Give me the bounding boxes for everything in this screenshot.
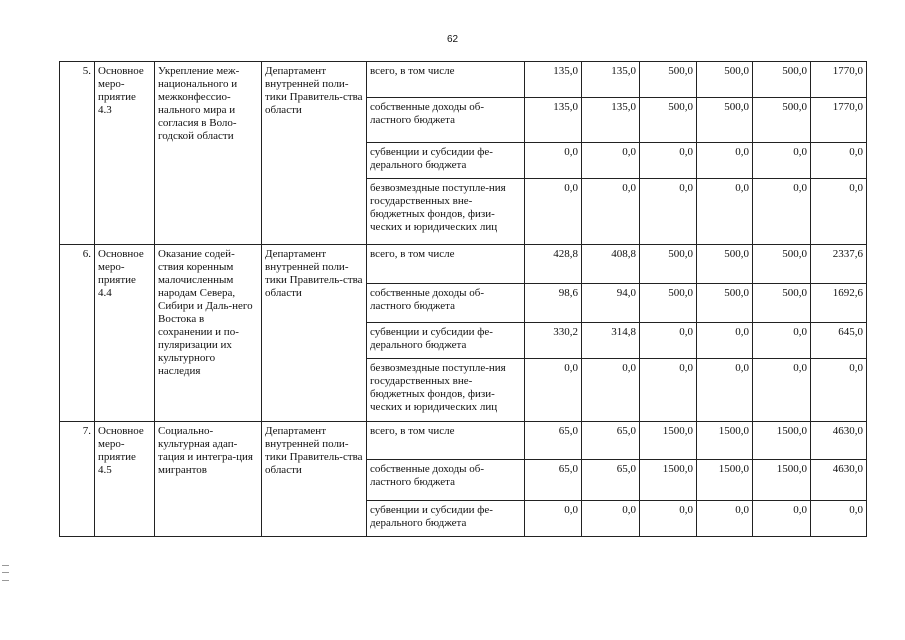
funding-value: 1500,0 [640,422,697,460]
funding-source: безвозмездные поступле-ния государственных вне-бюджетных фондов, физи-ческих и юридических лиц [367,179,525,245]
measure-name: Оказание содей-ствия коренным малочисленным народам Севера, Сибири и Даль-него Востока в сохранении и по-пуляризации их культурного наследия [155,245,262,422]
funding-value: 500,0 [640,98,697,143]
funding-value: 500,0 [640,62,697,98]
funding-value: 0,0 [640,179,697,245]
funding-source: всего, в том числе [367,62,525,98]
funding-value: 0,0 [697,359,753,422]
funding-value: 1500,0 [640,460,697,501]
funding-value: 0,0 [811,359,867,422]
funding-value: 0,0 [753,359,811,422]
funding-value: 65,0 [525,460,582,501]
funding-value: 645,0 [811,323,867,359]
table-row [60,62,867,98]
funding-value: 98,6 [525,284,582,323]
funding-value: 500,0 [697,245,753,284]
funding-value: 1500,0 [753,422,811,460]
funding-value: 0,0 [582,501,640,537]
funding-value: 500,0 [753,284,811,323]
row-index: 6. [60,245,95,422]
funding-value: 0,0 [811,143,867,179]
funding-value: 135,0 [582,62,640,98]
executor: Департамент внутренней поли-тики Правитель-ства области [262,422,367,537]
table-row [60,422,867,460]
funding-value: 0,0 [640,323,697,359]
funding-value: 0,0 [753,143,811,179]
funding-value: 135,0 [525,62,582,98]
funding-value: 0,0 [582,143,640,179]
funding-source: всего, в том числе [367,245,525,284]
funding-value: 408,8 [582,245,640,284]
funding-value: 0,0 [697,501,753,537]
measure-type: Основное меро-приятие 4.3 [95,62,155,245]
row-index: 5. [60,62,95,245]
funding-value: 0,0 [753,501,811,537]
funding-value: 135,0 [582,98,640,143]
row-index: 7. [60,422,95,537]
funding-value: 65,0 [582,460,640,501]
funding-source: субвенции и субсидии фе-дерального бюджета [367,323,525,359]
funding-value: 0,0 [525,501,582,537]
funding-value: 0,0 [753,179,811,245]
funding-value: 500,0 [697,98,753,143]
funding-value: 4630,0 [811,422,867,460]
budget-table [59,61,867,537]
table-body [60,62,867,537]
funding-value: 0,0 [582,359,640,422]
table-row [60,245,867,284]
funding-value: 500,0 [753,98,811,143]
funding-value: 1500,0 [753,460,811,501]
funding-source: собственные доходы об-ластного бюджета [367,460,525,501]
funding-value: 0,0 [753,323,811,359]
funding-value: 314,8 [582,323,640,359]
funding-source: всего, в том числе [367,422,525,460]
funding-value: 65,0 [582,422,640,460]
funding-value: 500,0 [640,284,697,323]
funding-value: 135,0 [525,98,582,143]
funding-value: 0,0 [525,359,582,422]
funding-value: 0,0 [582,179,640,245]
funding-value: 1692,6 [811,284,867,323]
funding-value: 0,0 [697,323,753,359]
executor: Департамент внутренней поли-тики Правитель-ства области [262,245,367,422]
funding-value: 1770,0 [811,98,867,143]
funding-value: 1500,0 [697,460,753,501]
funding-value: 0,0 [640,143,697,179]
funding-value: 0,0 [697,179,753,245]
funding-value: 0,0 [525,179,582,245]
funding-value: 2337,6 [811,245,867,284]
funding-value: 500,0 [697,284,753,323]
measure-type: Основное меро-приятие 4.4 [95,245,155,422]
funding-value: 0,0 [525,143,582,179]
funding-value: 500,0 [697,62,753,98]
funding-value: 0,0 [640,501,697,537]
funding-source: собственные доходы об-ластного бюджета [367,98,525,143]
funding-value: 94,0 [582,284,640,323]
funding-source: субвенции и субсидии фе-дерального бюджета [367,143,525,179]
executor: Департамент внутренней поли-тики Правитель-ства области [262,62,367,245]
funding-value: 500,0 [753,62,811,98]
funding-value: 4630,0 [811,460,867,501]
funding-value: 0,0 [811,501,867,537]
funding-value: 500,0 [640,245,697,284]
margin-mark [2,565,9,581]
funding-value: 1500,0 [697,422,753,460]
funding-source: субвенции и субсидии фе-дерального бюджета [367,501,525,537]
funding-value: 428,8 [525,245,582,284]
page-number: 62 [446,34,459,45]
funding-value: 1770,0 [811,62,867,98]
funding-value: 65,0 [525,422,582,460]
funding-source: безвозмездные поступле-ния государственных вне-бюджетных фондов, физи-ческих и юридических лиц [367,359,525,422]
measure-name: Социально-культурная адап-тация и интегра-ция мигрантов [155,422,262,537]
funding-value: 0,0 [640,359,697,422]
funding-value: 330,2 [525,323,582,359]
funding-source: собственные доходы об-ластного бюджета [367,284,525,323]
funding-value: 500,0 [753,245,811,284]
measure-name: Укрепление меж-национального и межконфессио-нального мира и согласия в Воло-годской области [155,62,262,245]
funding-value: 0,0 [697,143,753,179]
funding-value: 0,0 [811,179,867,245]
measure-type: Основное меро-приятие 4.5 [95,422,155,537]
